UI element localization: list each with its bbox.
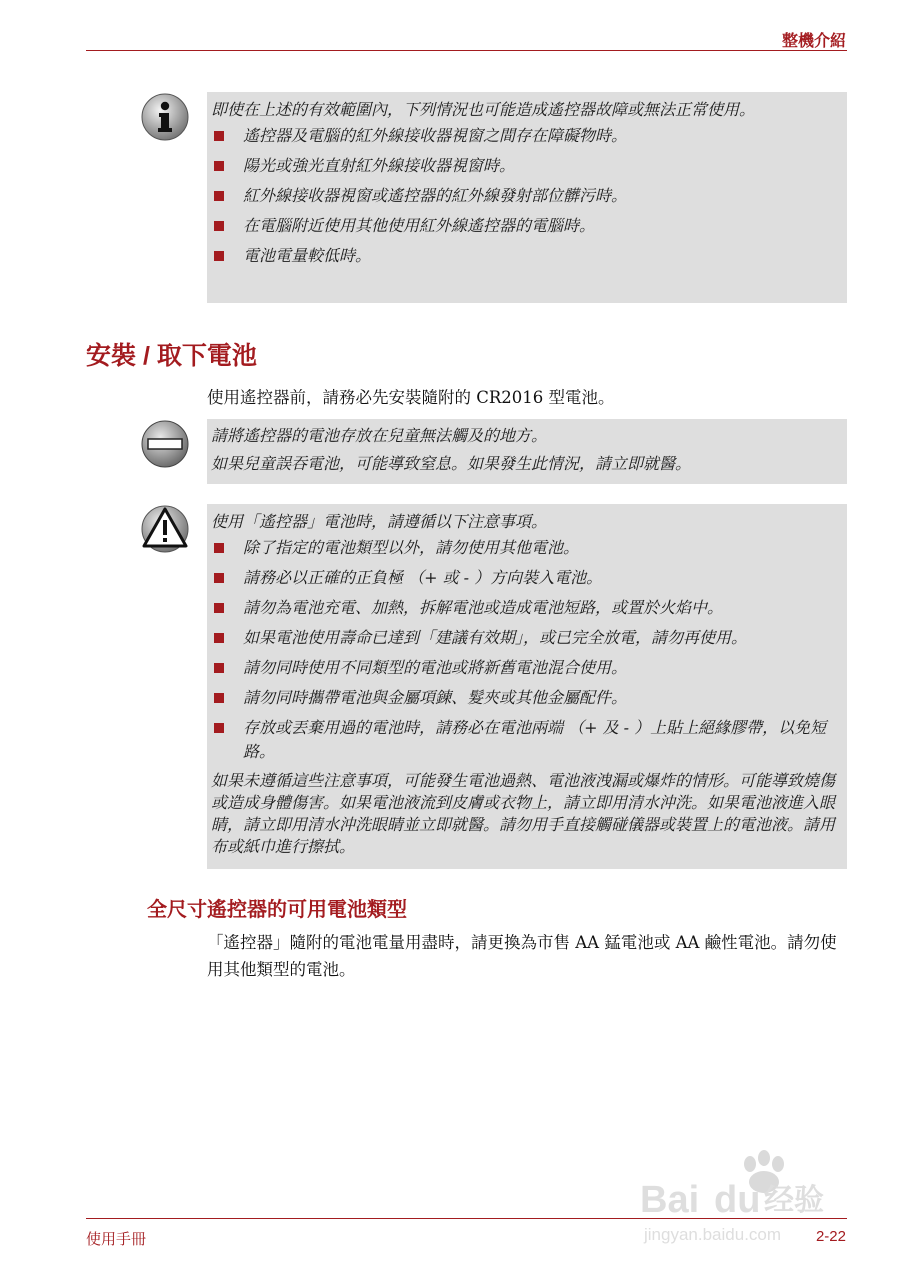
list-item: 電池電量較低時。	[211, 244, 843, 268]
info-icon	[140, 92, 190, 142]
section-heading: 安裝 / 取下電池	[86, 342, 257, 370]
footer-title: 使用手冊	[86, 1230, 147, 1248]
note-list	[211, 124, 843, 268]
list-item: 請務必以正確的正負極 （+ 或 - ）方向裝入電池。	[211, 566, 843, 590]
warning-triangle-icon	[140, 504, 190, 554]
list-item: 遙控器及電腦的紅外線接收器視窗之間存在障礙物時。	[211, 124, 843, 148]
list-item: 請勿同時攜帶電池與金屬項鍊、髮夾或其他金屬配件。	[211, 686, 843, 710]
page-number: 2-22	[815, 1228, 846, 1245]
caution-box	[207, 504, 847, 869]
subsection-text: 「遙控器」隨附的電池電量用盡時，請更換為市售 AA 錳電池或 AA 鹼性電池。請勿使用其他類型的電池。	[207, 933, 837, 979]
list-item: 除了指定的電池類型以外，請勿使用其他電池。	[211, 536, 843, 560]
list-item: 請勿為電池充電、加熱，拆解電池或造成電池短路，或置於火焰中。	[211, 596, 843, 620]
list-item: 請勿同時使用不同類型的電池或將新舊電池混合使用。	[211, 656, 843, 680]
baidu-watermark	[640, 1148, 845, 1248]
prohibited-icon	[140, 419, 190, 469]
section-intro: 使用遙控器前，請務必先安裝隨附的 CR2016 型電池。	[207, 388, 615, 407]
prohibit-line-1: 請將遙控器的電池存放在兒童無法觸及的地方。	[211, 426, 548, 445]
footer-rule	[86, 1218, 847, 1219]
list-item: 陽光或強光直射紅外線接收器視窗時。	[211, 154, 843, 178]
subsection-heading: 全尺寸遙控器的可用電池類型	[147, 899, 407, 921]
note-box	[207, 92, 847, 303]
list-item: 在電腦附近使用其他使用紅外線遙控器的電腦時。	[211, 214, 843, 238]
watermark-brand-cn: 经验	[764, 1183, 824, 1218]
note-intro: 即使在上述的有效範圍內，下列情況也可能造成遙控器故障或無法正常使用。	[211, 100, 756, 119]
list-item: 如果電池使用壽命已達到「建議有效期」，或已完全放電，請勿再使用。	[211, 626, 843, 650]
page-header-title: 整機介紹	[781, 31, 846, 50]
list-item: 存放或丟棄用過的電池時，請務必在電池兩端 （+ 及 - ）上貼上絕緣膠帶，以免短路。	[211, 716, 843, 764]
caution-list	[211, 536, 843, 764]
prohibit-box	[207, 419, 847, 484]
list-item: 紅外線接收器視窗或遙控器的紅外線發射部位髒污時。	[211, 184, 843, 208]
watermark-brand-left: Bai	[640, 1179, 700, 1221]
prohibit-line-2: 如果兒童誤吞電池，可能導致窒息。如果發生此情況，請立即就醫。	[211, 454, 692, 473]
header-rule	[86, 50, 847, 51]
watermark-url: jingyan.baidu.com	[644, 1225, 782, 1244]
caution-intro: 使用「遙控器」電池時，請遵循以下注意事項。	[211, 512, 548, 531]
caution-closing: 如果未遵循這些注意事項，可能發生電池過熱、電池液洩漏或爆炸的情形。可能導致燒傷或造成身體傷害。如果電池液流到皮膚或衣物上，請立即用清水沖洗。如果電池液進入眼睛，請立即用清水沖洗眼睛並立即就醫。請勿用手直接觸碰儀器或裝置上的電池液。請用布或紙巾進行擦拭。	[211, 771, 836, 856]
watermark-brand-right: du	[714, 1179, 761, 1221]
